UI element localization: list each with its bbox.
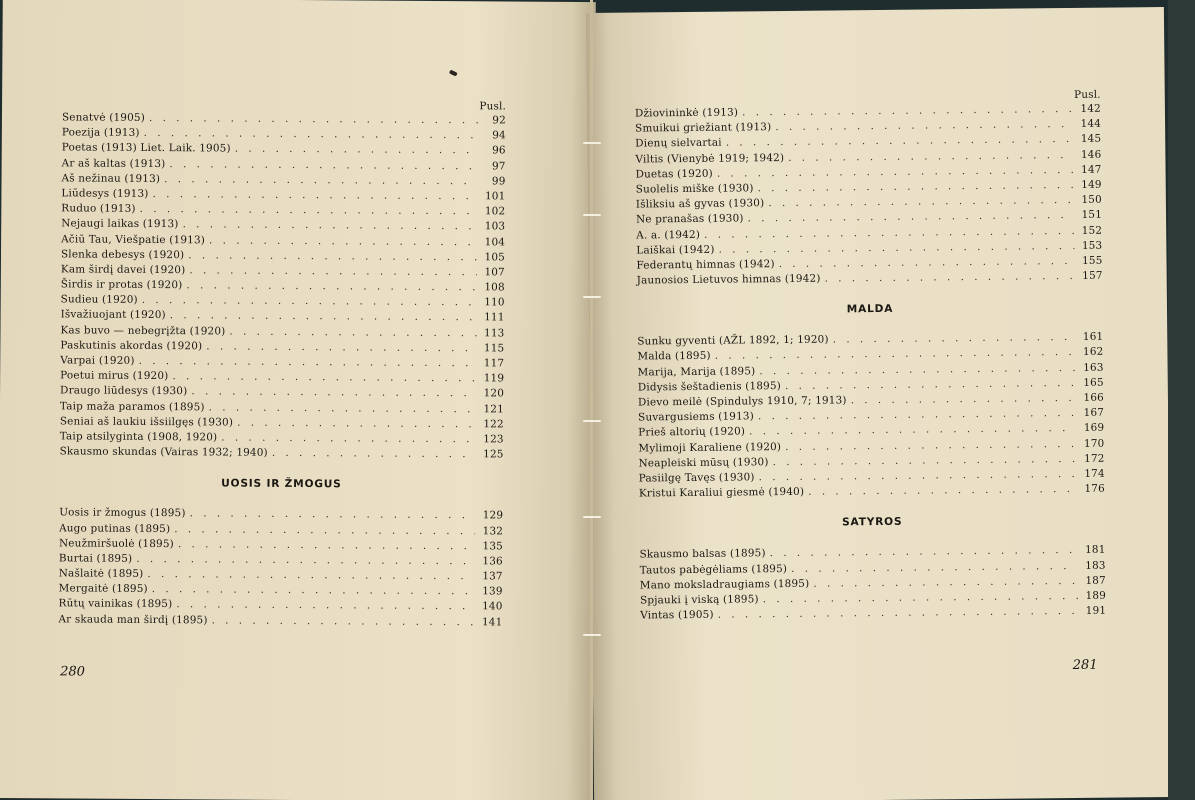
toc-entry-page: 172 (1084, 452, 1105, 465)
toc-entry-page: 149 (1081, 178, 1102, 191)
toc-entry-title: Kas buvo — nebegrįžta (1920) (60, 323, 226, 338)
toc-entry-title: Dienų sielvartai (635, 137, 722, 150)
toc-entry-title: Senatvė (1905) (61, 111, 146, 124)
toc-entry-page: 111 (484, 311, 505, 324)
toc-entry-page: 165 (1083, 376, 1104, 389)
dot-leader (235, 142, 478, 159)
toc-entry-page: 123 (483, 433, 504, 446)
toc-entry-page: 132 (482, 524, 504, 537)
toc-entry-page: 117 (483, 357, 505, 370)
toc-entry-title: Augo putinas (1895) (59, 521, 171, 535)
binding-stitch (583, 142, 601, 144)
toc-entry-title: Širdis ir protas (1920) (60, 278, 183, 292)
toc-entry-title: Dievo meilė (Spindulys 1910, 7; 1913) (637, 394, 847, 409)
toc-entry-page: 122 (483, 418, 504, 431)
toc-entry-title: Sudieu (1920) (60, 293, 138, 307)
toc-entry-page: 147 (1081, 163, 1102, 176)
toc-entry-page: 107 (484, 266, 505, 279)
toc-entry-title: Malda (1895) (637, 350, 711, 363)
toc-entry-title: A. a. (1942) (636, 228, 701, 242)
toc-entry-title: Sunku gyventi (AŽL 1892, 1; 1920) (637, 333, 829, 348)
toc-entry-title: Smuikui griežiant (1913) (635, 121, 772, 135)
toc-entry-title: Rūtų vainikas (1895) (58, 597, 173, 611)
toc-entry-page: 167 (1083, 406, 1105, 420)
ink-smudge (449, 70, 458, 77)
satyros-entries (639, 543, 1106, 624)
toc-entry-page: 169 (1083, 422, 1105, 435)
toc-entry-title: Vintas (1905) (640, 608, 714, 622)
toc-entry-page: 129 (482, 509, 504, 522)
toc-entry-page: 140 (482, 600, 503, 613)
toc-entry-title: Draugo liūdesys (1930) (60, 384, 188, 398)
toc-entry-title: Taip atsilyginta (1908, 1920) (59, 430, 218, 444)
toc-entry-title: Poetas (1913) Liet. Laik. 1905) (61, 141, 231, 155)
toc-entry-page: 96 (492, 144, 506, 157)
toc-entry-page: 113 (483, 326, 505, 340)
toc-entry-page: 94 (492, 129, 506, 142)
right-page (586, 7, 1172, 800)
toc-entry-title: Aš nežinau (1913) (61, 172, 161, 185)
right-entries (635, 102, 1103, 289)
toc-entry-page: 92 (492, 114, 506, 127)
toc-entry-title: Uosis ir žmogus (1895) (59, 506, 186, 520)
left-entries (60, 110, 506, 462)
toc-entry-title: Spjauki į viską (1895) (639, 593, 759, 607)
section-heading-malda: MALDA (846, 303, 894, 316)
toc-entry (58, 612, 502, 630)
toc-entry-title: Suolelis miške (1930) (635, 182, 754, 196)
toc-entry-title: Kam širdį davei (1920) (60, 263, 186, 277)
toc-entry-title: Džiovininkė (1913) (634, 106, 739, 120)
toc-entry-page: 139 (482, 585, 503, 598)
toc-entry-page: 125 (483, 448, 504, 461)
toc-entry-title: Išliksiu aš gyvas (1930) (635, 197, 765, 211)
toc-entry-page: 103 (484, 220, 506, 233)
toc-entry-title: Liūdesys (1913) (61, 187, 149, 200)
toc-entry-page: 170 (1083, 437, 1105, 450)
toc-entry-title: Išvažiuojant (1920) (60, 308, 166, 322)
dot-leader (221, 430, 476, 447)
toc-entry-page: 141 (481, 615, 503, 629)
toc-entry-title: Mergaitė (1895) (58, 582, 148, 596)
binding-stitch (583, 420, 601, 422)
toc-entry-title: Neužmiršuolė (1895) (58, 537, 175, 550)
toc-entry-title: Ar skauda man širdį (1895) (58, 612, 208, 627)
toc-entry-page: 157 (1082, 269, 1103, 282)
toc-entry-title: Viltis (Vienybė 1919; 1942) (635, 151, 785, 166)
toc-entry-title: Ar aš kaltas (1913) (61, 156, 166, 170)
toc-entry-title: Mano moksladraugiams (1895) (639, 577, 810, 592)
toc-entry-title: Našlaitė (1895) (58, 567, 144, 580)
binding-stitch (583, 516, 601, 518)
toc-entry-page: 155 (1082, 254, 1103, 267)
toc-entry-page: 97 (491, 159, 506, 173)
toc-entry-page: 176 (1084, 482, 1105, 495)
toc-entry-page: 150 (1081, 193, 1102, 206)
toc-entry-title: Varpai (1920) (60, 354, 135, 367)
section-heading-satyros: SATYROS (842, 516, 903, 529)
toc-entry-page: 145 (1080, 133, 1102, 146)
right-toc (635, 88, 1107, 624)
page-number-left: 280 (60, 664, 85, 680)
toc-entry-title: Duetas (1920) (635, 167, 713, 181)
toc-entry-title: Suvargusiems (1913) (638, 410, 755, 424)
toc-entry-page: 105 (484, 250, 506, 264)
dot-leader (237, 415, 476, 432)
dot-leader (718, 604, 1079, 623)
toc-entry-page: 110 (484, 296, 505, 309)
toc-entry-title: Kristui Karaliui giesmė (1940) (638, 485, 805, 500)
toc-entry-title: Pasiilgę Tavęs (1930) (638, 471, 755, 485)
book-spine (590, 0, 593, 800)
toc-entry-page: 189 (1085, 589, 1107, 602)
toc-entry-page: 152 (1081, 224, 1103, 237)
toc-entry-title: Tautos pabėgėliams (1895) (639, 562, 788, 577)
toc-entry-title: Jaunosios Lietuvos himnas (1942) (636, 272, 821, 287)
toc-entry-title: Poetui mirus (1920) (60, 369, 169, 383)
toc-entry-title: Skausmo balsas (1895) (639, 547, 766, 561)
dot-leader (212, 613, 475, 630)
dot-leader (229, 324, 476, 341)
pusl-label: Pusl. (479, 100, 507, 113)
toc-entry-page: 121 (483, 402, 504, 416)
binding-stitch (583, 634, 601, 636)
toc-entry-title: Didysis šeštadienis (1895) (637, 379, 782, 394)
toc-entry-page: 187 (1085, 574, 1106, 587)
left-toc (58, 96, 506, 630)
toc-entry-page: 135 (482, 539, 504, 553)
toc-entry-page: 191 (1085, 604, 1107, 617)
toc-entry-title: Paskutinis akordas (1920) (60, 339, 203, 353)
toc-entry-page: 142 (1080, 102, 1101, 115)
toc-entry-page: 101 (484, 190, 506, 203)
binding-stitch (583, 214, 601, 216)
toc-entry-page: 163 (1083, 361, 1104, 374)
section-heading-uosis: UOSIS IR ŽMOGUS (221, 477, 342, 491)
toc-entry-title: Nejaugi laikas (1913) (61, 217, 179, 231)
toc-entry-title: Seniai aš laukiu išsiilgęs (1930) (59, 415, 234, 429)
left-section-entries (58, 506, 503, 631)
toc-entry-page: 108 (484, 281, 505, 294)
dot-leader (272, 446, 476, 463)
toc-entry-title: Laiškai (1942) (636, 243, 715, 257)
toc-entry (60, 444, 504, 462)
toc-entry-page: 166 (1083, 391, 1104, 404)
toc-entry-page: 119 (483, 372, 505, 385)
toc-entry-page: 144 (1080, 117, 1102, 131)
toc-entry-title: Skausmo skundas (Vairas 1932; 1940) (59, 445, 268, 459)
toc-entry-page: 161 (1082, 330, 1104, 344)
page-number-right: 281 (1072, 657, 1098, 673)
malda-entries (637, 330, 1105, 502)
toc-entry-title: Mylimoji Karaliene (1920) (638, 440, 782, 455)
toc-entry-page: 151 (1081, 208, 1103, 222)
toc-entry-page: 183 (1085, 559, 1106, 572)
left-page (0, 0, 596, 800)
toc-entry-title: Ačiū Tau, Viešpatie (1913) (61, 232, 206, 246)
dot-leader (808, 482, 1077, 500)
toc-entry-page: 102 (484, 205, 506, 218)
toc-entry-page: 153 (1081, 239, 1103, 252)
toc-entry-page: 99 (491, 175, 506, 188)
toc-entry-page: 136 (482, 555, 503, 568)
toc-entry-page: 162 (1082, 346, 1104, 359)
toc-entry-title: Federantų himnas (1942) (636, 257, 775, 272)
toc-entry-title: Burtai (1895) (58, 552, 133, 565)
toc-entry-page: 174 (1084, 467, 1105, 480)
toc-entry-title: Neapleiski mūsų (1930) (638, 455, 769, 470)
pusl-label: Pusl. (1074, 88, 1101, 101)
toc-entry-title: Taip maža paramos (1895) (59, 399, 205, 413)
cover-edge (1168, 0, 1195, 800)
toc-entry-title: Poezija (1913) (61, 126, 140, 140)
toc-entry-title: Prieš altorių (1920) (638, 425, 746, 439)
toc-entry-page: 115 (483, 342, 505, 355)
toc-entry-page: 120 (483, 387, 505, 400)
toc-entry-page: 104 (484, 235, 506, 248)
toc-entry-title: Ruduo (1913) (61, 202, 136, 215)
toc-entry-title: Ne pranašas (1930) (635, 212, 744, 226)
toc-entry-page: 137 (482, 570, 503, 583)
binding-stitch (583, 296, 601, 298)
toc-entry-title: Slenka debesys (1920) (60, 248, 185, 261)
toc-entry-page: 181 (1085, 543, 1106, 557)
dot-leader (824, 269, 1074, 287)
toc-entry-title: Marija, Marija (1895) (637, 364, 756, 379)
toc-entry-page: 146 (1080, 148, 1102, 161)
